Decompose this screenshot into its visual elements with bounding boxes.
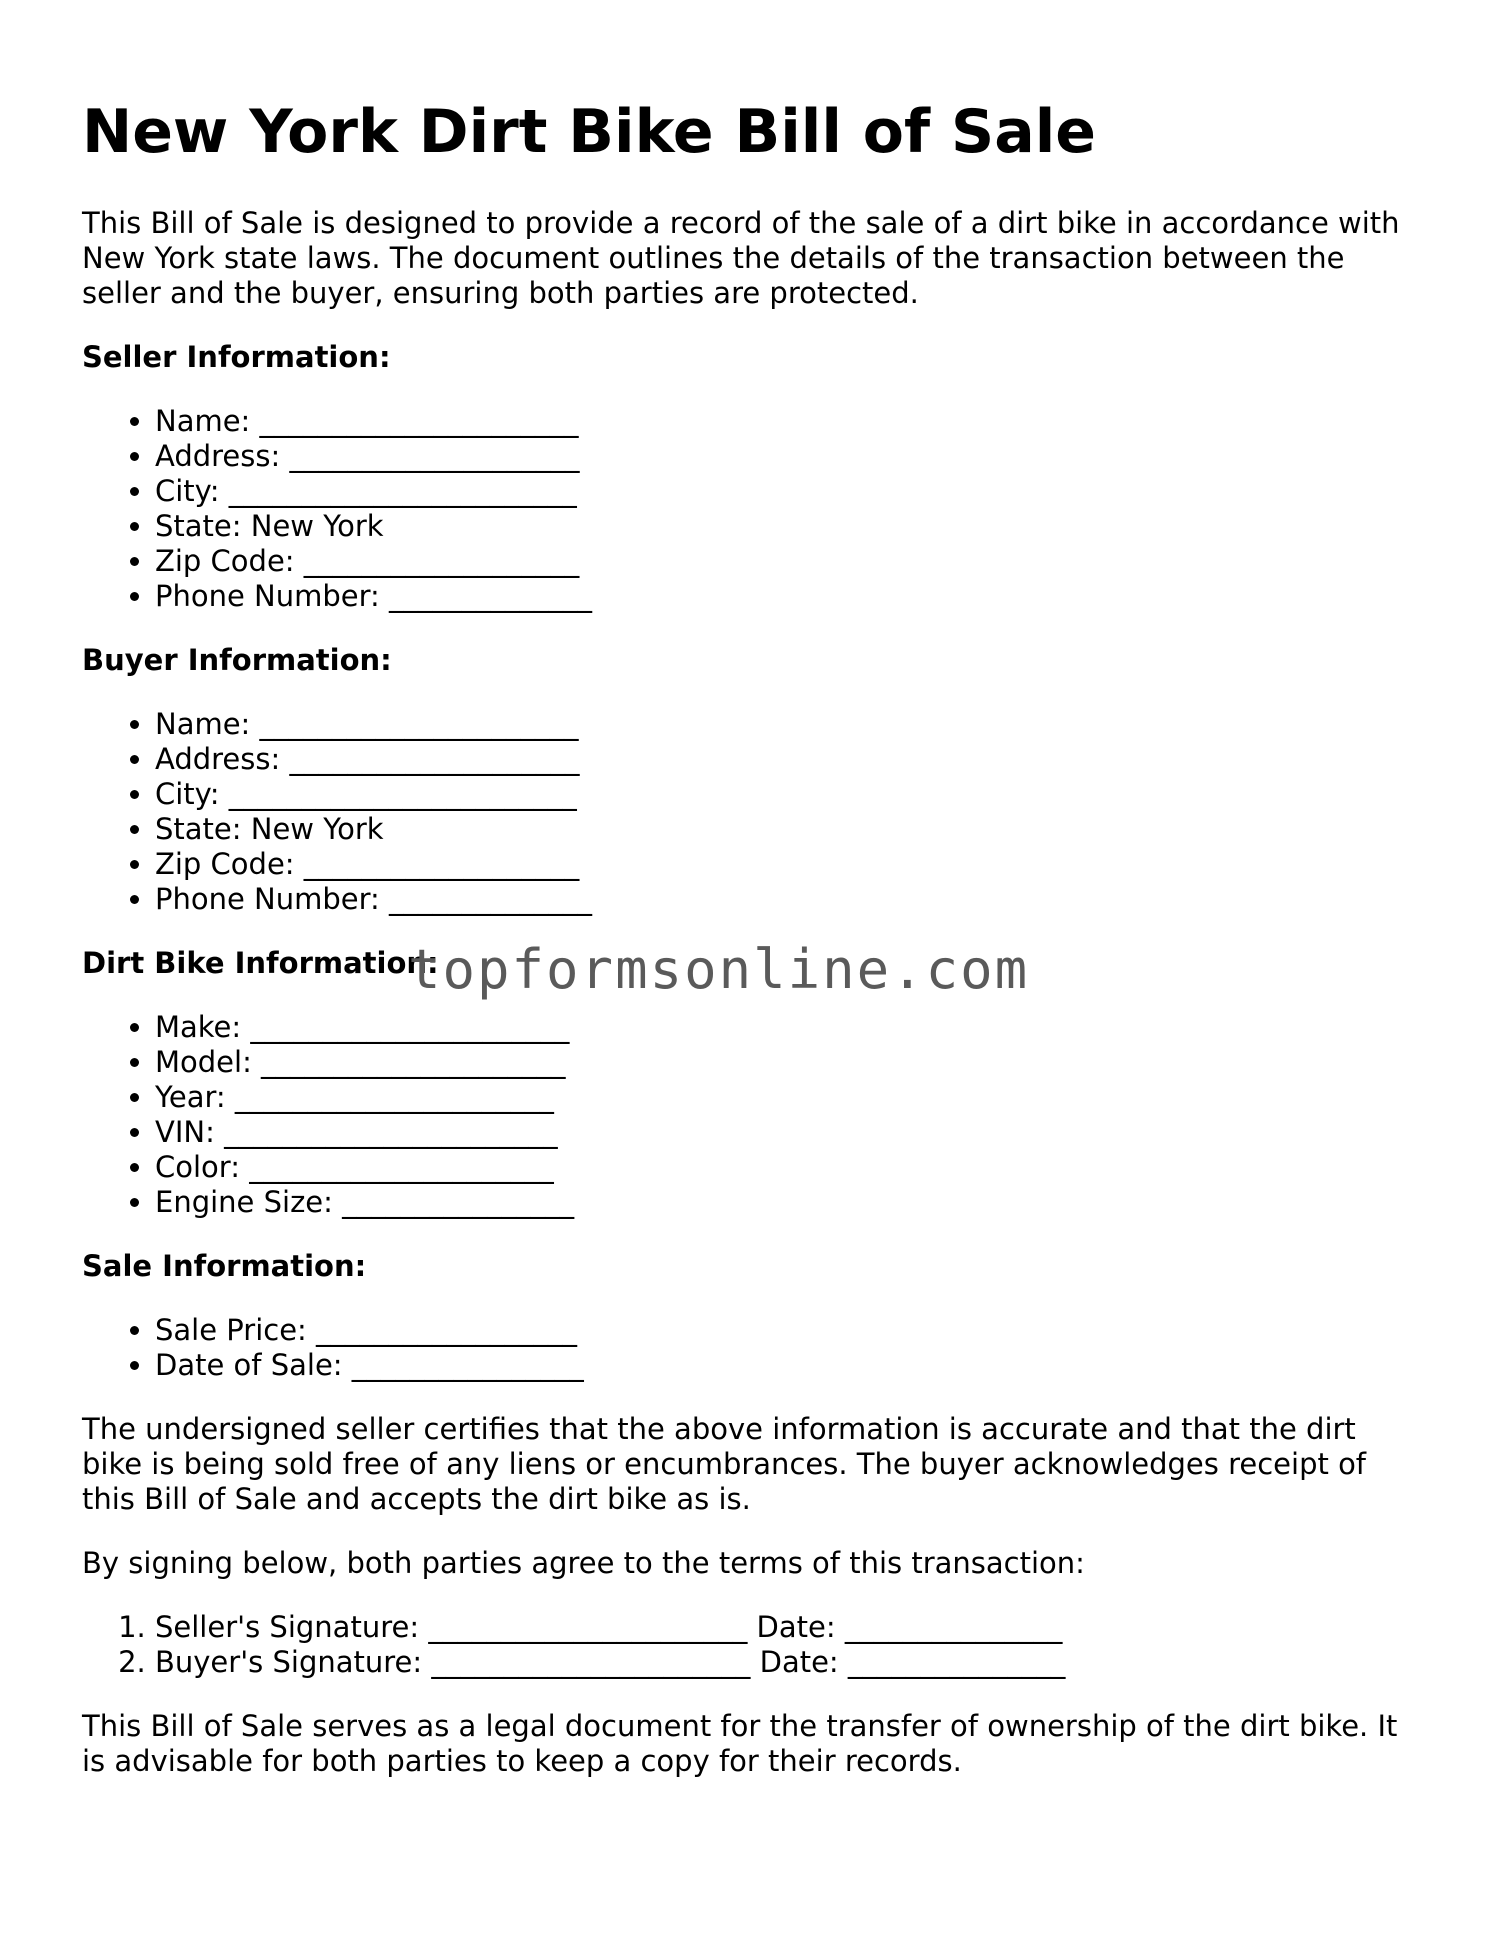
bike-model-field: • Model: _____________________ — [155, 1045, 1422, 1080]
closing-paragraph: This Bill of Sale serves as a legal document for the transfer of ownership of the dirt bike. It is advisable for both parties to keep a copy for their records. — [82, 1709, 1398, 1778]
bike-heading: Dirt Bike Information: — [82, 946, 439, 980]
sale-price-field: • Sale Price: __________________ — [155, 1313, 1422, 1348]
bike-list — [82, 1010, 1422, 1220]
bike-year-field: • Year: ______________________ — [155, 1080, 1422, 1115]
seller-state-field: • State: New York — [155, 509, 1422, 544]
bike-make-field: • Make: ______________________ — [155, 1010, 1422, 1045]
buyer-address-field: • Address: ____________________ — [155, 742, 1422, 777]
buyer-state-field: • State: New York — [155, 812, 1422, 847]
buyer-name-field: • Name: ______________________ — [155, 707, 1422, 742]
seller-signature-line: 1. Seller's Signature: ______________________ Date: _______________ — [155, 1610, 1422, 1645]
sale-date-field: • Date of Sale: ________________ — [155, 1348, 1422, 1383]
sale-heading: Sale Information: — [82, 1249, 367, 1283]
bike-vin-field: • VIN: _______________________ — [155, 1115, 1422, 1150]
seller-address-field: • Address: ____________________ — [155, 439, 1422, 474]
buyer-signature-line: 2. Buyer's Signature: ______________________ Date: _______________ — [155, 1645, 1422, 1680]
agreement-paragraph: By signing below, both parties agree to the terms of this transaction: — [82, 1546, 1085, 1580]
seller-phone-field: • Phone Number: ______________ — [155, 579, 1422, 614]
page-title: New York Dirt Bike Bill of Sale — [82, 97, 1096, 167]
bike-color-field: • Color: _____________________ — [155, 1150, 1422, 1185]
seller-heading: Seller Information: — [82, 340, 391, 374]
certification-paragraph: The undersigned seller certifies that the above information is accurate and that the dirt bike is being sold free of any liens or encumbrances. The buyer acknowledges receipt of this Bill of Sale and accepts the dirt bike as is. — [82, 1412, 1367, 1516]
buyer-heading: Buyer Information: — [82, 643, 392, 677]
buyer-city-field: • City: ________________________ — [155, 777, 1422, 812]
seller-name-field: • Name: ______________________ — [155, 404, 1422, 439]
watermark: topformsonline.com — [408, 938, 1030, 1001]
intro-paragraph: This Bill of Sale is designed to provide a record of the sale of a dirt bike in accordance with New York state laws. The document outlines the details of the transaction between the seller and the buyer, ensuring both parties are protected. — [82, 206, 1400, 310]
buyer-zip-field: • Zip Code: ___________________ — [155, 847, 1422, 882]
buyer-phone-field: • Phone Number: ______________ — [155, 882, 1422, 917]
seller-list — [82, 404, 1422, 614]
seller-city-field: • City: ________________________ — [155, 474, 1422, 509]
signature-list — [82, 1610, 1422, 1680]
bike-engine-field: • Engine Size: ________________ — [155, 1185, 1422, 1220]
seller-zip-field: • Zip Code: ___________________ — [155, 544, 1422, 579]
buyer-list — [82, 707, 1422, 917]
sale-list — [82, 1313, 1422, 1383]
